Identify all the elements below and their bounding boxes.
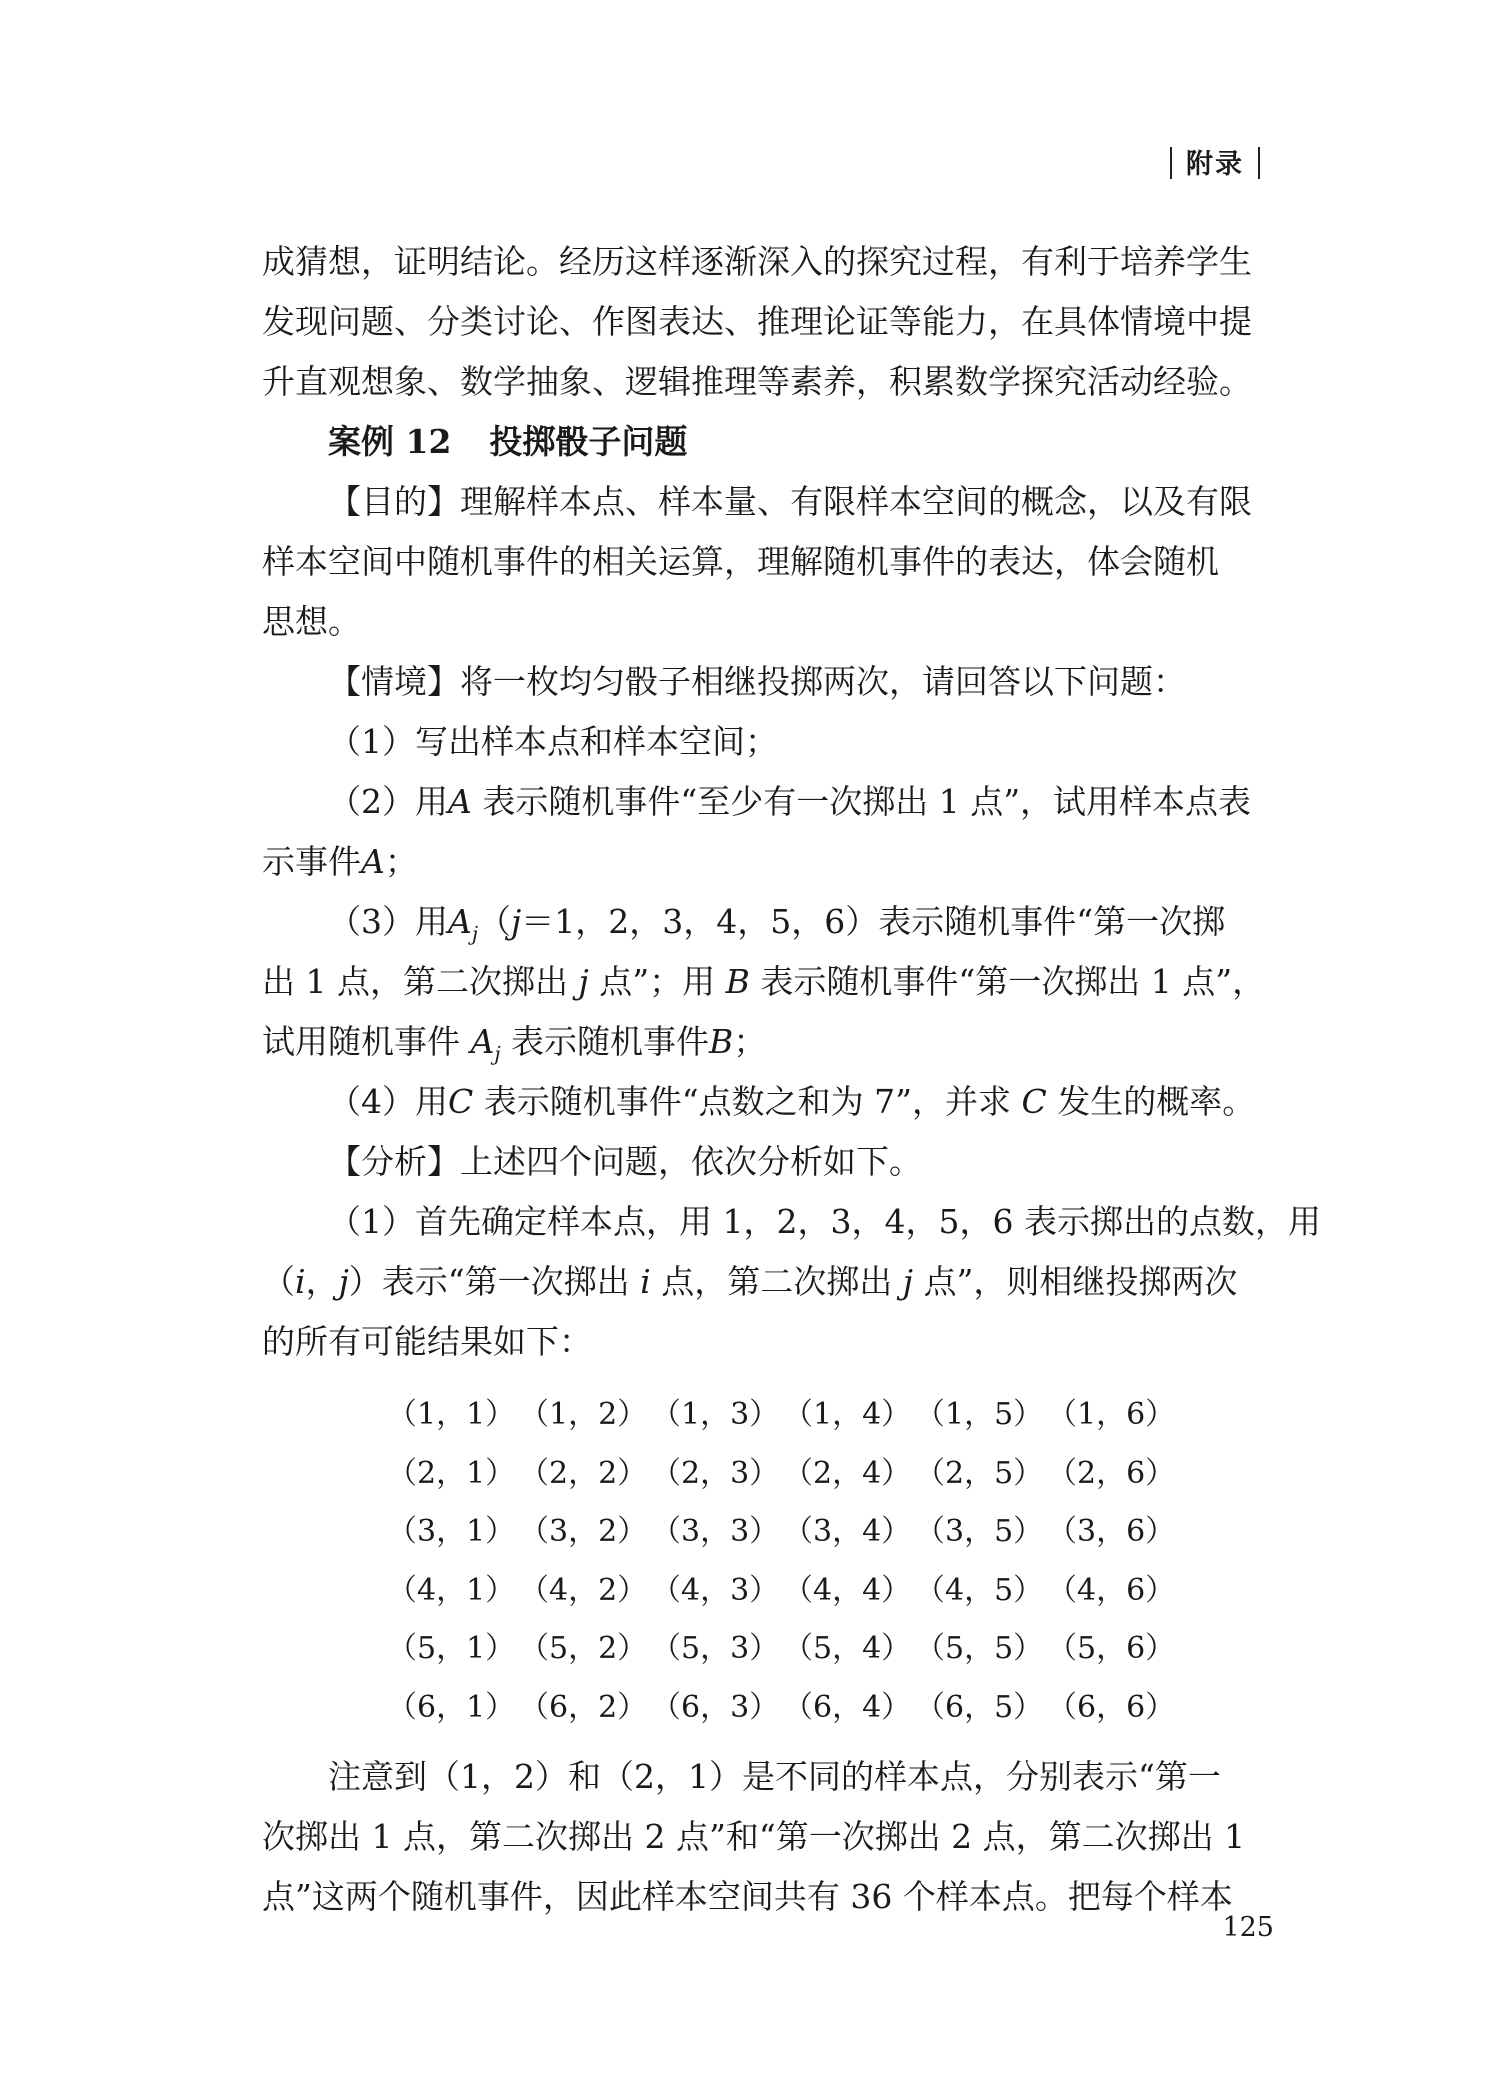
header-left-rule	[1170, 147, 1172, 179]
var-i: i	[640, 1262, 651, 1301]
var-B: B	[709, 1022, 734, 1061]
outcome-cell: （5，4）	[783, 1631, 912, 1666]
note-line: 注意到（1，2）和（2，1）是不同的样本点，分别表示“第一	[328, 1757, 1221, 1796]
outcome-row	[387, 1620, 1278, 1679]
var-j: j	[578, 962, 589, 1001]
var-j: j	[494, 1041, 501, 1066]
purpose-line: 样本空间中随机事件的相关运算，理解随机事件的表达，体会随机	[262, 542, 1219, 581]
question-4: （4）用C 表示随机事件“点数之和为 7”，并求 C 发生的概率。	[328, 1082, 1256, 1121]
intro-line: 成猜想，证明结论。经历这样逐渐深入的探究过程，有利于培养学生	[262, 242, 1252, 281]
outcome-cell: （2，6）	[1047, 1455, 1176, 1491]
question-1: （1）写出样本点和样本空间；	[328, 722, 778, 761]
outcome-cell: （5，5）	[915, 1631, 1044, 1666]
outcome-cell: （2，5）	[915, 1455, 1044, 1491]
var-i: i	[295, 1262, 306, 1301]
outcome-cell: （4，2）	[519, 1572, 648, 1608]
answer-1-line-1: （1）首先确定样本点，用 1，2，3，4，5，6 表示掷出的点数，用	[328, 1202, 1321, 1241]
var-A: A	[361, 842, 385, 881]
page-body	[262, 232, 1321, 1927]
outcome-table	[387, 1386, 1278, 1737]
outcome-cell: （5，2）	[519, 1631, 648, 1666]
question-2-line-2: 示事件A；	[262, 842, 418, 881]
page-number: 125	[1222, 1912, 1274, 1943]
outcome-cell: （3，3）	[651, 1514, 780, 1549]
outcome-cell: （6，1）	[387, 1689, 516, 1725]
outcome-row	[387, 1445, 1278, 1504]
purpose-line: 思想。	[262, 602, 361, 641]
var-A: A	[470, 1022, 495, 1061]
outcome-cell: （4，4）	[783, 1572, 912, 1608]
note-line: 次掷出 1 点，第二次掷出 2 点”和“第一次掷出 2 点，第二次掷出 1	[262, 1817, 1246, 1856]
outcome-row	[387, 1386, 1278, 1445]
outcome-cell: （1，5）	[915, 1397, 1044, 1432]
var-A: A	[448, 782, 472, 821]
outcome-cell: （5，6）	[1047, 1631, 1176, 1666]
case-label: 案例 12	[328, 422, 452, 461]
outcome-row	[387, 1562, 1278, 1621]
question-3-line-2: 出 1 点，第二次掷出 j 点”；用 B 表示随机事件“第一次掷出 1 点”，	[262, 962, 1266, 1001]
outcome-cell: （3，5）	[915, 1514, 1044, 1549]
running-header	[1156, 142, 1274, 181]
outcome-cell: （2，2）	[519, 1455, 648, 1491]
situation-line: 【情境】将一枚均匀骰子相继投掷两次，请回答以下问题：	[328, 662, 1186, 701]
outcome-cell: （4，3）	[651, 1572, 780, 1608]
outcome-cell: （6，6）	[1047, 1689, 1176, 1725]
outcome-cell: （3，6）	[1047, 1514, 1176, 1549]
question-3-line-1: （3）用$A_j(j=1$，2，3，4，5，6）表示随机事件“第一次掷	[328, 902, 1226, 946]
var-B: B	[725, 962, 750, 1001]
outcome-cell: （6，5）	[915, 1689, 1044, 1725]
question-2-line-1: （2）用A 表示随机事件“至少有一次掷出 1 点”，试用样本点表	[328, 782, 1252, 821]
header-right-rule	[1258, 147, 1260, 179]
answer-1-line-3: 的所有可能结果如下：	[262, 1322, 592, 1361]
analysis-line: 【分析】上述四个问题，依次分析如下。	[328, 1142, 922, 1181]
outcome-cell: （3，4）	[783, 1514, 912, 1549]
outcome-cell: （3，2）	[519, 1514, 648, 1549]
var-j: j	[471, 921, 479, 946]
var-j: j	[338, 1262, 349, 1301]
case-title: 投掷骰子问题	[489, 422, 688, 461]
var-A: A	[448, 902, 472, 941]
question-3-line-3: 试用随机事件 $A_j$ 表示随机事件B；	[262, 1022, 767, 1066]
outcome-cell: （4，1）	[387, 1572, 516, 1608]
var-C: C	[448, 1082, 474, 1121]
outcome-cell: （1，6）	[1047, 1397, 1176, 1432]
outcome-cell: （6，2）	[519, 1689, 648, 1725]
outcome-cell: （1，2）	[519, 1397, 648, 1432]
answer-1-line-2: （i，j）表示“第一次掷出 i 点，第二次掷出 j 点”，则相继投掷两次	[262, 1262, 1238, 1301]
outcome-row	[387, 1503, 1278, 1562]
var-j: j	[511, 902, 522, 941]
purpose-line: 【目的】理解样本点、样本量、有限样本空间的概念，以及有限	[328, 482, 1252, 521]
outcome-cell: （4，6）	[1047, 1572, 1176, 1608]
outcome-cell: （1，4）	[783, 1397, 912, 1432]
note-line: 点”这两个随机事件，因此样本空间共有 36 个样本点。把每个样本	[262, 1877, 1233, 1916]
outcome-cell: （1，1）	[387, 1397, 516, 1432]
intro-line: 升直观想象、数学抽象、逻辑推理等素养，积累数学探究活动经验。	[262, 362, 1252, 401]
outcome-cell: （2，3）	[651, 1455, 780, 1491]
case-heading	[262, 412, 1278, 472]
outcome-cell: （6，3）	[651, 1689, 780, 1725]
outcome-cell: （6，4）	[783, 1689, 912, 1725]
outcome-cell: （5，3）	[651, 1631, 780, 1666]
var-C: C	[1021, 1082, 1047, 1121]
header-title: 附录	[1186, 149, 1244, 180]
outcome-cell: （5，1）	[387, 1631, 516, 1666]
outcome-cell: （4，5）	[915, 1572, 1044, 1608]
outcome-cell: （3，1）	[387, 1514, 516, 1549]
outcome-cell: （1，3）	[651, 1397, 780, 1432]
var-j: j	[902, 1262, 913, 1301]
outcome-row	[387, 1679, 1278, 1738]
outcome-cell: （2，4）	[783, 1455, 912, 1491]
outcome-cell: （2，1）	[387, 1455, 516, 1491]
intro-line: 发现问题、分类讨论、作图表达、推理论证等能力，在具体情境中提	[262, 302, 1252, 341]
